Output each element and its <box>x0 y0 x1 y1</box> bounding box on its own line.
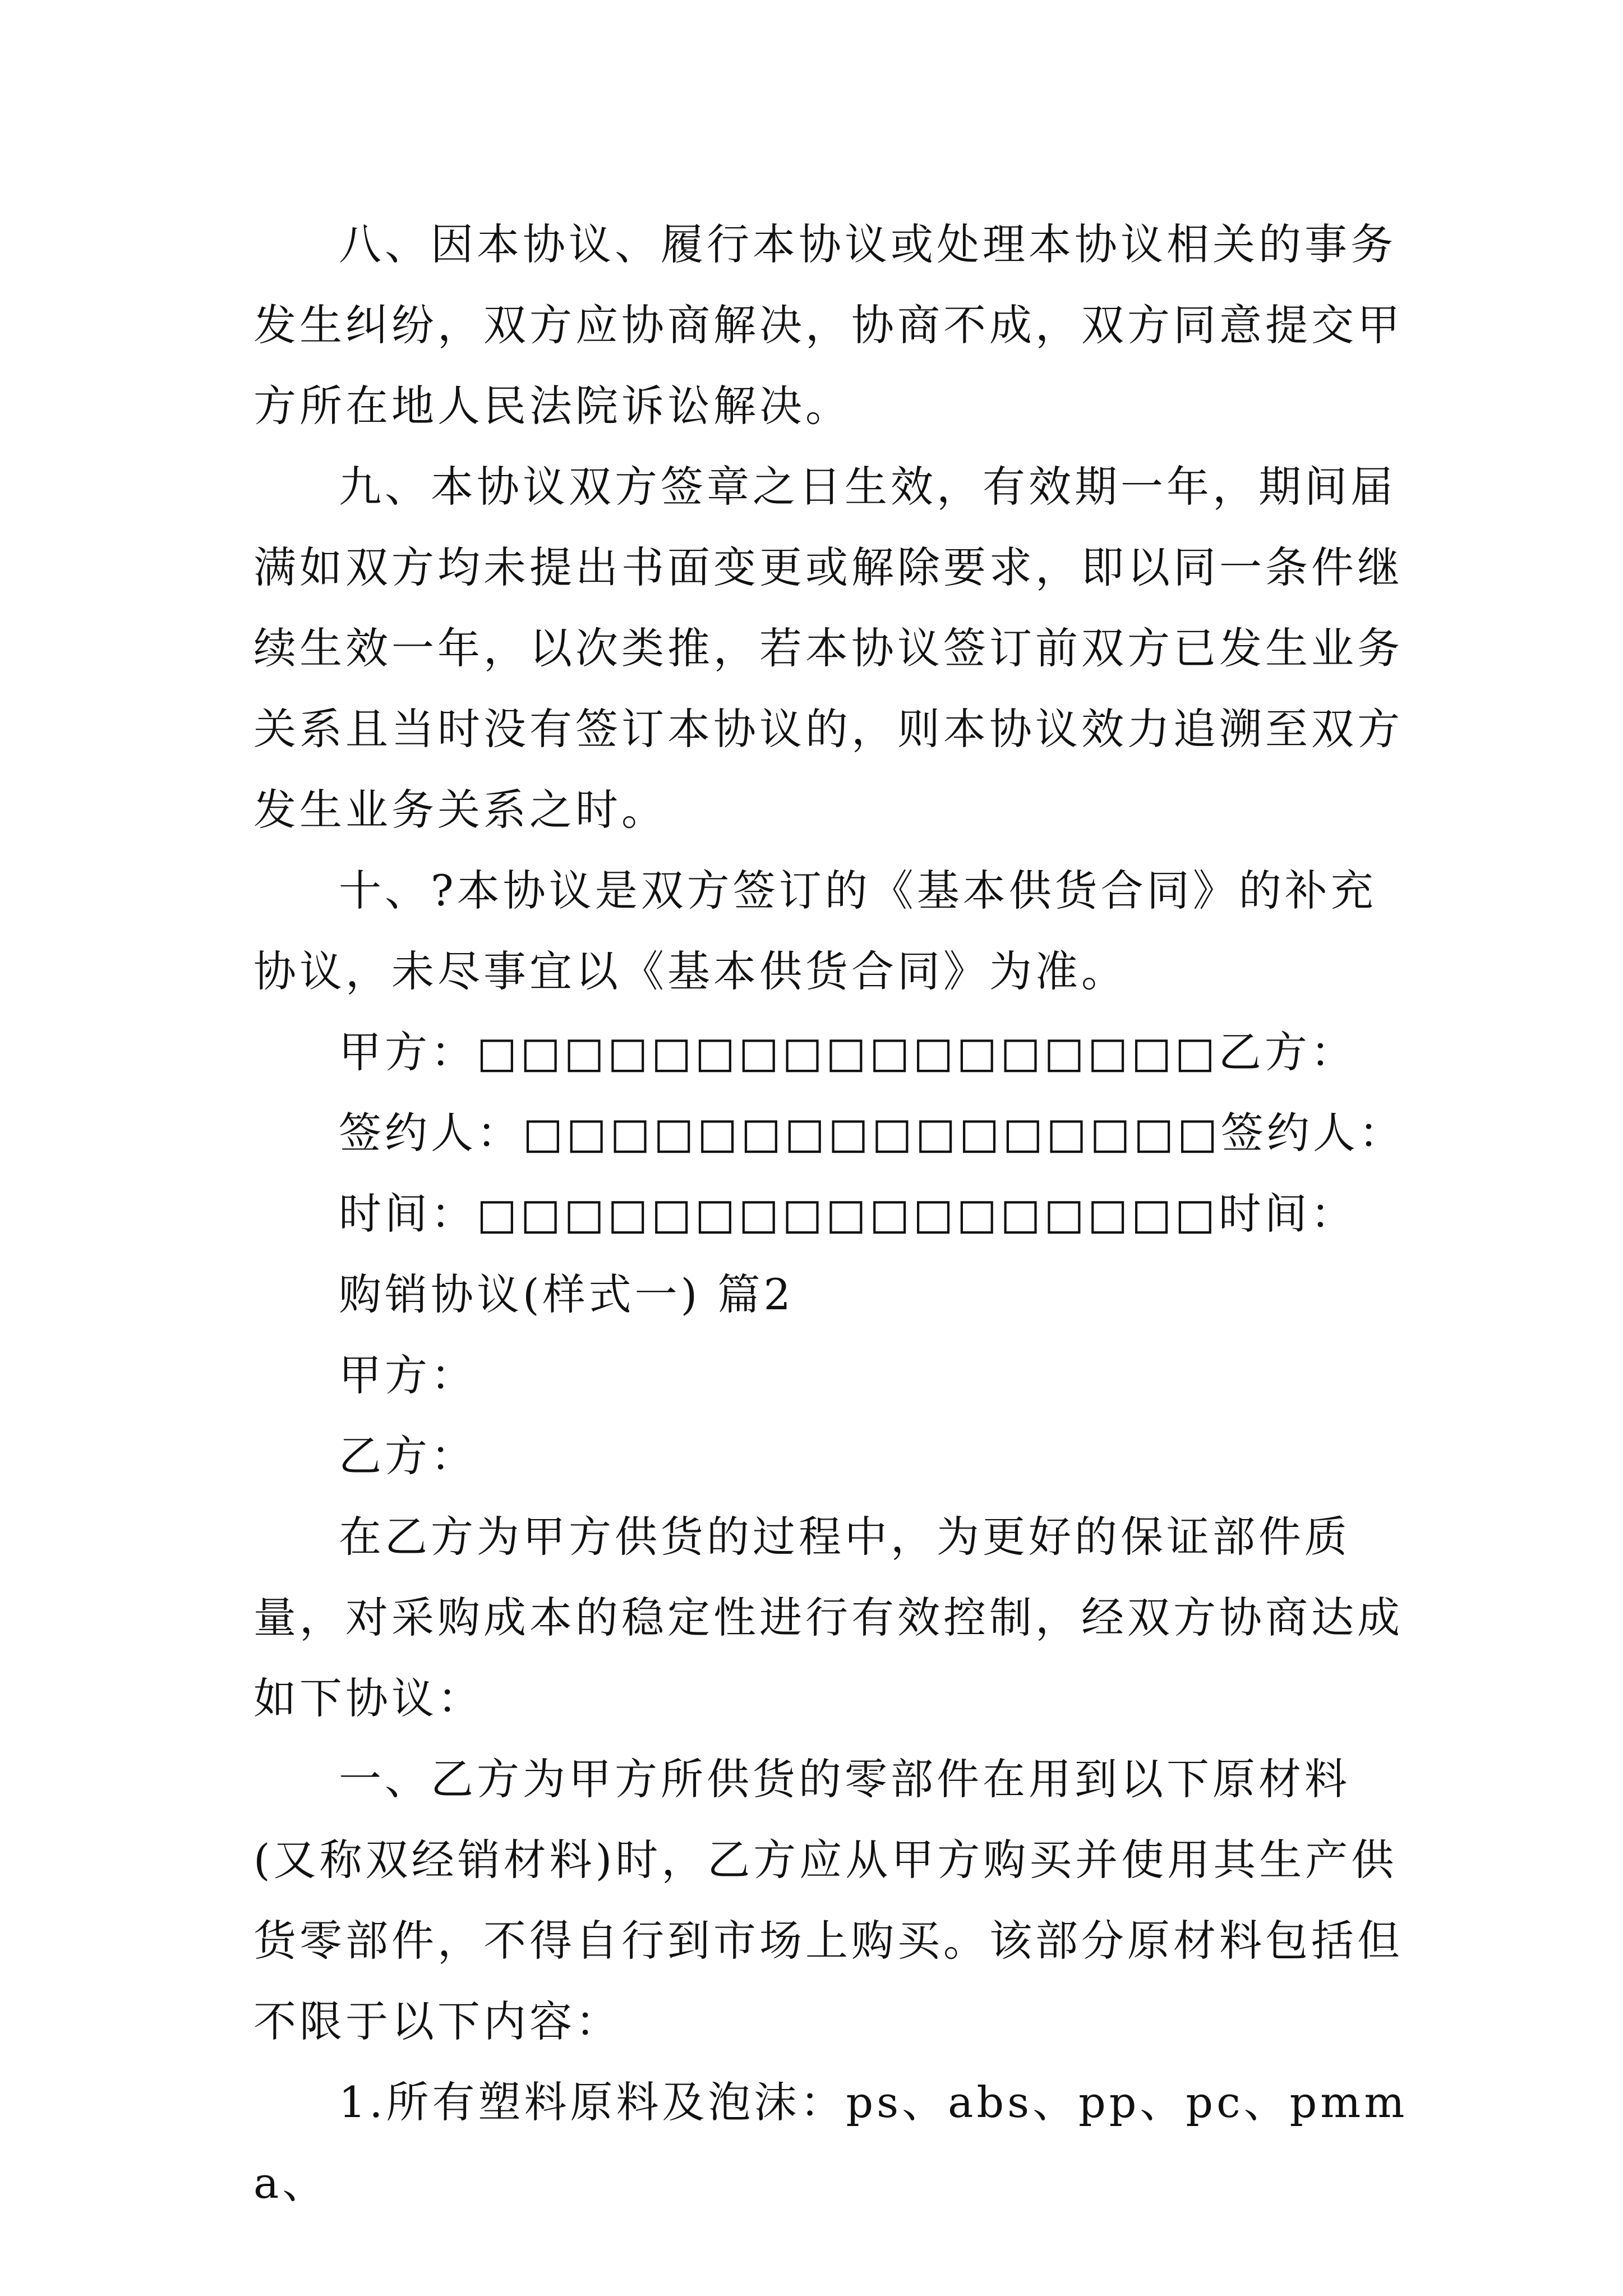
clause-10: 十、?本协议是双方签订的《基本供货合同》的补充协议，未尽事宜以《基本供货合同》为准。 <box>253 866 1377 996</box>
clause-8: 八、因本协议、履行本协议或处理本协议相关的事务发生纠纷，双方应协商解决，协商不成，双方同意提交甲方所在地人民法院诉讼解决。 <box>253 219 1403 431</box>
clause-1: 一、乙方为甲方所供货的零部件在用到以下原材料(又称双经销材料)时，乙方应从甲方购买并使用其生产供货零部件，不得自行到市场上购买。该部分原材料包括但不限于以下内容： <box>253 1754 1403 2046</box>
party-b-line: 乙方： <box>339 1431 477 1481</box>
signature-line-signatory: 签约人：□□□□□□□□□□□□□□□□签约人： <box>339 1108 1405 1158</box>
intro-paragraph: 在乙方为甲方供货的过程中，为更好的保证部件质量，对采购成本的稳定性进行有效控制，经双方协商达成如下协议： <box>253 1512 1403 1723</box>
clause-9: 九、本协议双方签章之日生效，有效期一年，期间届满如双方均未提出书面变更或解除要求，即以同一条件继续生效一年，以次类推，若本协议签订前双方已发生业务关系且当时没有签订本协议的，则本协议效力追溯至双方发生业务关系之时。 <box>253 462 1403 835</box>
section-title: 购销协议(样式一) 篇2 <box>339 1269 794 1319</box>
signature-line-date: 时间：□□□□□□□□□□□□□□□□□时间： <box>339 1189 1357 1239</box>
party-a-line: 甲方： <box>339 1350 477 1400</box>
material-list-item-1: 1.所有塑料原料及泡沫：ps、abs、pp、pc、pmma、 <box>253 2077 1408 2208</box>
signature-line-party: 甲方：□□□□□□□□□□□□□□□□□乙方： <box>339 1027 1357 1077</box>
document-body <box>253 204 1409 2224</box>
